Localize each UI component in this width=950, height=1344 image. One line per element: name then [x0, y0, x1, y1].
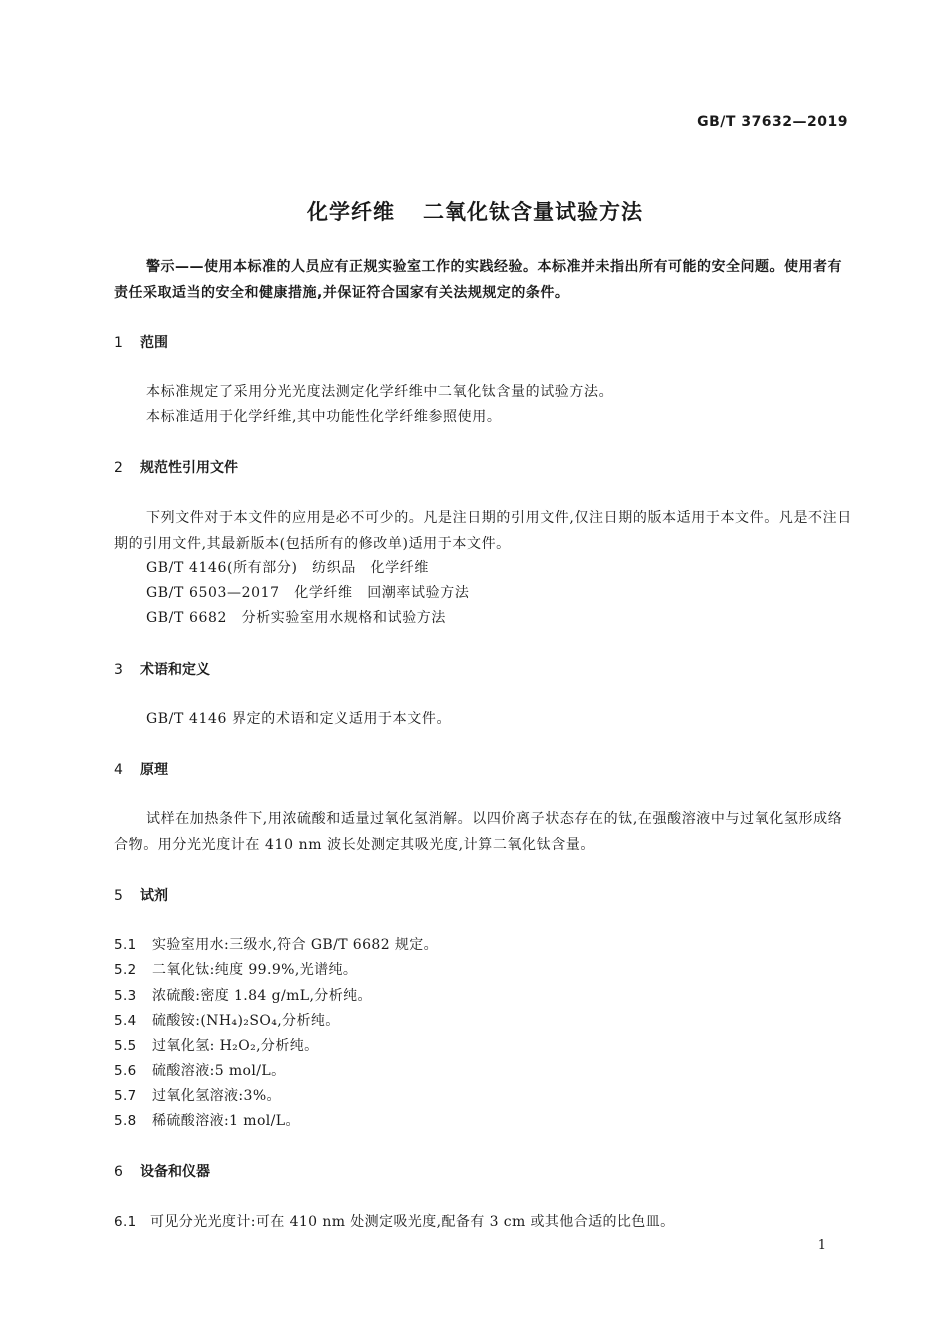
item-text: 硫酸铵:(NH₄)₂SO₄,分析纯。 — [152, 1013, 340, 1029]
reagent-item — [114, 1010, 340, 1030]
item-number: 6.1 — [114, 1214, 137, 1230]
section-title: 原理 — [140, 762, 168, 778]
item-text: 实验室用水:三级水,符合 GB/T 6682 规定。 — [152, 937, 439, 953]
reagent-item — [114, 1110, 300, 1130]
section-number: 5 — [114, 888, 123, 904]
item-text: 可见分光光度计:可在 410 nm 处测定吸光度,配备有 3 cm 或其他合适的比色皿。 — [150, 1214, 675, 1230]
section-number: 1 — [114, 335, 123, 351]
normative-intro-paragraph: 下列文件对于本文件的应用是必不可少的。凡是注日期的引用文件,仅注日期的版本适用于本文件。凡是不注日期的引用文件,其最新版本(包括所有的修改单)适用于本文件。 — [114, 510, 852, 552]
section-heading-normative-references — [114, 457, 238, 477]
scope-line: 本标准规定了采用分光光度法测定化学纤维中二氧化钛含量的试验方法。 — [146, 384, 614, 400]
title-part-2: 二氧化钛含量试验方法 — [423, 200, 643, 224]
item-text: 稀硫酸溶液:1 mol/L。 — [152, 1113, 300, 1129]
item-number: 5.5 — [114, 1038, 137, 1054]
item-text: 浓硫酸:密度 1.84 g/mL,分析纯。 — [152, 988, 372, 1004]
page-number: 1 — [817, 1238, 826, 1253]
item-number: 5.6 — [114, 1063, 137, 1079]
section-title: 试剂 — [140, 888, 168, 904]
reagent-item — [114, 959, 357, 979]
warning-paragraph: 警示——使用本标准的人员应有正规实验室工作的实践经验。本标准并未指出所有可能的安全问题。使用者有责任采取适当的安全和健康措施,并保证符合国家有关法规规定的条件。 — [114, 259, 842, 301]
section-number: 6 — [114, 1164, 123, 1180]
normative-reference: GB/T 6503—2017 化学纤维 回潮率试验方法 — [146, 585, 470, 601]
item-text: 二氧化钛:纯度 99.9%,光谱纯。 — [152, 962, 358, 978]
reagent-item — [114, 1085, 281, 1105]
section-number: 2 — [114, 460, 123, 476]
document-title — [0, 196, 950, 226]
reagent-item — [114, 1060, 285, 1080]
equipment-item — [114, 1211, 675, 1231]
terms-paragraph: GB/T 4146 界定的术语和定义适用于本文件。 — [146, 711, 452, 727]
item-number: 5.7 — [114, 1088, 137, 1104]
item-number: 5.3 — [114, 988, 137, 1004]
section-heading-principle — [114, 759, 168, 779]
section-heading-terms — [114, 659, 210, 679]
reagent-item — [114, 985, 372, 1005]
reagent-item — [114, 934, 438, 954]
scope-line: 本标准适用于化学纤维,其中功能性化学纤维参照使用。 — [146, 409, 502, 425]
reagent-item — [114, 1035, 319, 1055]
item-number: 5.8 — [114, 1113, 137, 1129]
section-title: 术语和定义 — [140, 662, 210, 678]
normative-reference: GB/T 6682 分析实验室用水规格和试验方法 — [146, 610, 447, 626]
section-title: 范围 — [140, 335, 168, 351]
item-text: 过氧化氢溶液:3%。 — [152, 1088, 281, 1104]
item-text: 硫酸溶液:5 mol/L。 — [152, 1063, 286, 1079]
section-title: 规范性引用文件 — [140, 460, 238, 476]
normative-reference: GB/T 4146(所有部分) 纺织品 化学纤维 — [146, 560, 429, 576]
section-number: 3 — [114, 662, 123, 678]
principle-paragraph: 试样在加热条件下,用浓硫酸和适量过氧化氢消解。以四价离子状态存在的钛,在强酸溶液中与过氧化氢形成络合物。用分光光度计在 410 nm 波长处测定其吸光度,计算二氧化钛含量。 — [114, 811, 843, 853]
item-number: 5.2 — [114, 962, 137, 978]
section-heading-scope — [114, 332, 168, 352]
section-heading-equipment — [114, 1161, 210, 1181]
section-heading-reagents — [114, 885, 168, 905]
item-text: 过氧化氢: H₂O₂,分析纯。 — [152, 1038, 319, 1054]
item-number: 5.1 — [114, 937, 137, 953]
title-part-1: 化学纤维 — [307, 200, 395, 224]
section-number: 4 — [114, 762, 123, 778]
item-number: 5.4 — [114, 1013, 137, 1029]
section-title: 设备和仪器 — [140, 1164, 210, 1180]
standard-number: GB/T 37632—2019 — [697, 114, 848, 130]
